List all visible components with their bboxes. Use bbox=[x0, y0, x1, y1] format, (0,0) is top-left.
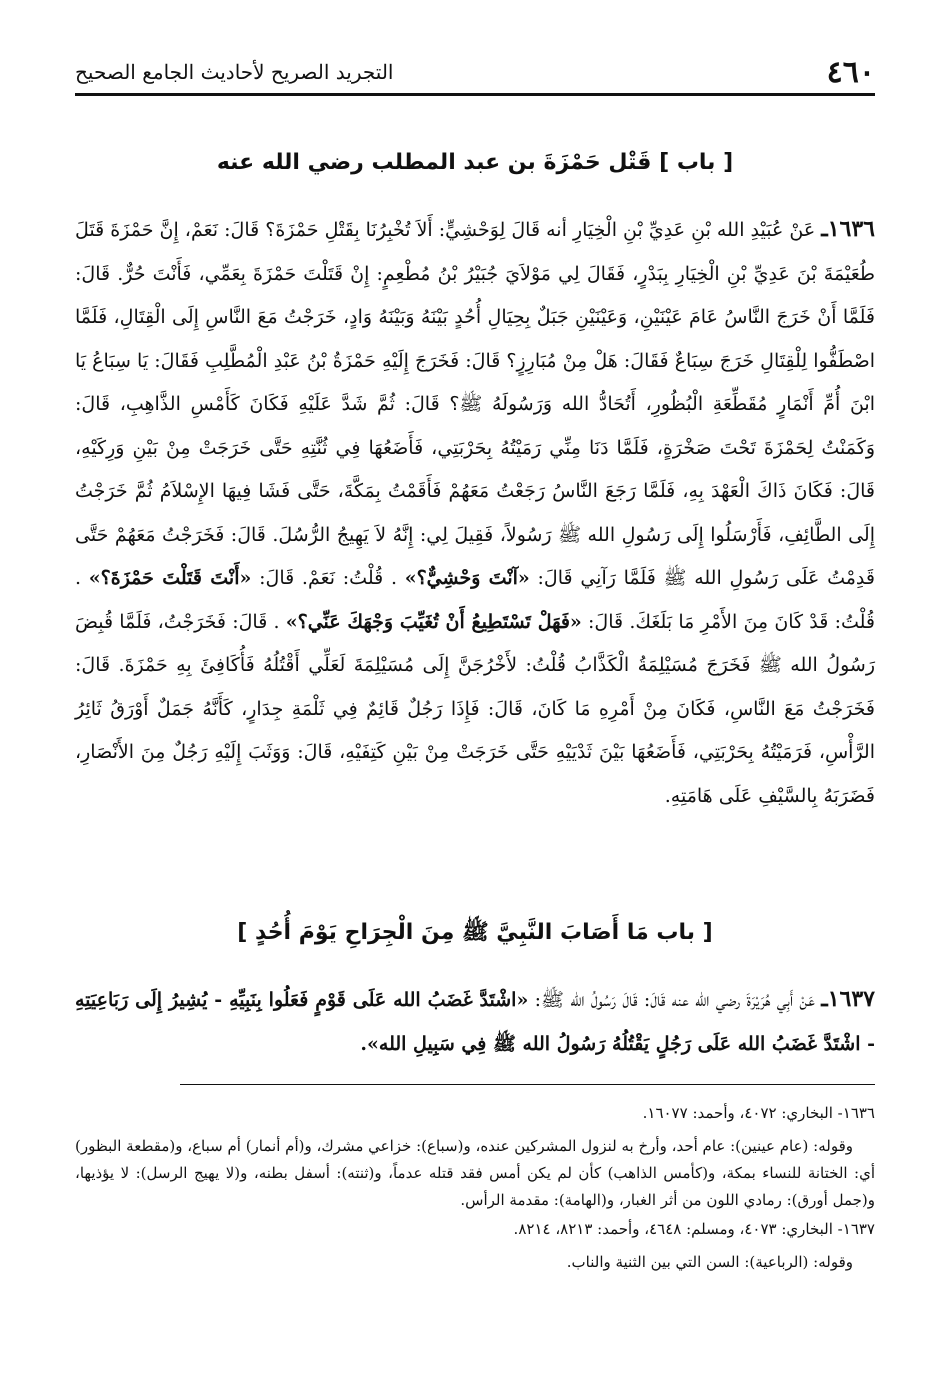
footnote-ref-1637: ١٦٣٧- البخاري: ٤٠٧٣، ومسلم: ٤٦٤٨، وأحمد: ٨٢١٣، ٨٢١٤. bbox=[513, 1220, 875, 1238]
hadith-number: ١٦٣٧ـ bbox=[821, 986, 875, 1012]
chapter-heading-hamza: [ باب ] قَتْل حَمْزَةَ بن عبد المطلب رضي الله عنه bbox=[216, 150, 734, 175]
footnotes-rule bbox=[180, 1084, 875, 1085]
hadith-text: . قُلْتُ: نَعَمْ. قَالَ: bbox=[259, 567, 397, 589]
page-number: ٤٦٠ bbox=[826, 54, 875, 90]
prophet-quote: «آنْتَ وَحْشِيٌّ؟» bbox=[404, 567, 530, 589]
footnote-note-1636: وقوله: (عام عينين): عام أحد، وأرخ به لنزول المشركين عنده، و(سباع): خزاعي مشرك، و(أم أنمار) أم سباع، و(مقطعة البظور) أي: الختانة للنساء بمكة، و(كأمس الذاهب) كأن لم يكن أمس فقد قتله عدماً، و(ثنته): أسفل بطنه، و(لا يهيج الرسل): لا يؤذيها، و(جمل أورق): رمادي اللون من أثر الغبار، و(الهامة): مقدمة الرأس. bbox=[75, 1137, 875, 1209]
chapter-heading-uhud-wounds: [ باب مَا أَصَابَ النَّبِيَّ ﷺ مِنَ الْجِرَاحِ يَوْمَ أُحُدٍ ] bbox=[237, 920, 713, 945]
footnote-note-1637: وقوله: (الرباعية): السن التي بين الثنية والناب. bbox=[566, 1253, 853, 1271]
hadith-text: عَنْ عُبَيْدِ الله بْنِ عَدِيِّ بْنِ الْخِيَارِ أنه قَالَ لِوَحْشِيٍّ: أَلاَ تُخْبِرُنَا بِقَتْلِ حَمْزَةَ؟ قَالَ: نَعَمْ، إِنَّ حَمْزَةَ قَتَلَ طُعَيْمَةَ بْنَ عَدِيِّ بْنِ الْخِيَارِ بِبَدْرٍ، فَقَالَ لِي مَوْلاَيَ جُبَيْرُ بْنُ مُطْعِمٍ: إِنْ قَتَلْتَ حَمْزَةَ بِعَمِّي، فَأَنْتَ حُرٌّ. قَالَ: فَلَمَّا أَنْ خَرَجَ النَّاسُ عَامَ عَيْنَيْنِ، وَعَيْنَيْنِ جَبَلٌ بِحِيَالِ أُحُدٍ بَيْنَهُ وَبَيْنَهُ وَادٍ، خَرَجْتُ مَعَ النَّاسِ إِلَى الْقِتَالِ، فَلَمَّا اصْطَفُّوا لِلْقِتَالِ خَرَجَ سِبَاعٌ فَقَالَ: هَلْ مِنْ مُبَارِزٍ؟ قَالَ: فَخَرَجَ إِلَيْهِ حَمْزَةُ بْنُ عَبْدِ الْمُطَّلِبِ فَقَالَ: يَا سِبَاعُ يَا ابْنَ أُمِّ أَنْمَارٍ مُقَطِّعَةِ الْبُظُورِ، أَتُحَادُّ الله وَرَسُولَهُ ﷺ؟ قَالَ: ثُمَّ شَدَّ عَلَيْهِ فَكَانَ كَأَمْسِ الذَّاهِبِ، قَالَ: وَكَمَنْتُ لِحَمْزَةَ تَحْتَ صَخْرَةٍ، فَلَمَّا دَنَا مِنِّي رَمَيْتُهُ بِحَرْبَتِي، فَأَضَعُهَا فِي ثُنَّتِهِ حَتَّى خَرَجَتْ مِنْ بَيْنِ وَرِكَيْهِ، قَالَ: فَكَانَ ذَاكَ الْعَهْدَ بِهِ، فَلَمَّا رَجَعَ النَّاسُ رَجَعْتُ مَعَهُمْ فَأَقَمْتُ بِمَكَّةَ، حَتَّى فَشَا فِيهَا الإِسْلاَمُ ثُمَّ خَرَجْتُ إِلَى الطَّائِفِ، فَأَرْسَلُوا إِلَى رَسُولِ الله ﷺ رَسُولاً، فَقِيلَ لِي: إِنَّهُ لاَ يَهِيجُ الرُّسُلَ. قَالَ: فَخَرَجْتُ مَعَهُمْ حَتَّى قَدِمْتُ عَلَى رَسُولِ الله ﷺ فَلَمَّا رَآنِي قَالَ: bbox=[75, 219, 875, 589]
hadith-text: عَنْ أَبِي هُرَيْرَةَ رضي الله عنه قَالَ: قَالَ رَسُولُ الله ﷺ: bbox=[534, 989, 815, 1011]
header-rule bbox=[75, 93, 875, 96]
footnote-ref-1636: ١٦٣٦- البخاري: ٤٠٧٢، وأحمد: ١٦٠٧٧. bbox=[642, 1104, 875, 1122]
hadith-text: . قَالَ: فَخَرَجْتُ، فَلَمَّا قُبِضَ رَسُولُ الله ﷺ فَخَرَجَ مُسَيْلِمَةُ الْكَذَّابُ قُلْتُ: لأَخْرُجَنَّ إِلَى مُسَيْلِمَةَ لَعَلِّي أَقْتُلُهُ فَأُكَافِئَ بِهِ حَمْزَةَ. قَالَ: فَخَرَجْتُ مَعَ النَّاسِ، فَكَانَ مِنْ أَمْرِهِ مَا كَانَ، قَالَ: فَإِذَا رَجُلٌ قَائِمٌ فِي ثَلْمَةِ جِدَارٍ، كَأَنَّهُ جَمَلٌ أَوْرَقُ ثَائِرُ الرَّأْسِ، فَرَمَيْتُهُ بِحَرْبَتِي، فَأَضَعُهَا بَيْنَ ثَدْيَيْهِ حَتَّى خَرَجَتْ مِنْ بَيْنِ كَتِفَيْهِ، قَالَ: وَوَثَبَ إِلَيْهِ رَجُلٌ مِنَ الأَنْصَارِ، فَضَرَبَهُ بِالسَّيْفِ عَلَى هَامَتِهِ. bbox=[75, 610, 875, 807]
running-title: التجريد الصريح لأحاديث الجامع الصحيح bbox=[75, 60, 394, 84]
hadith-number: ١٦٣٦ـ bbox=[821, 216, 875, 242]
prophet-quote: «أَنْتَ قَتَلْتَ حَمْزَةَ؟» bbox=[88, 567, 252, 589]
hadith-1636 bbox=[75, 208, 875, 818]
prophet-quote: «اشْتَدَّ غَضَبُ الله عَلَى قَوْمٍ فَعَلُوا بِنَبِيِّهِ - يُشِيرُ إِلَى رَبَاعِيَتِهِ - اشْتَدَّ غَضَبُ الله عَلَى رَجُلٍ يَقْتُلُهُ رَسُولُ الله ﷺ فِي سَبِيلِ الله». bbox=[75, 989, 875, 1055]
footnotes bbox=[75, 1100, 875, 1276]
prophet-quote: «فَهَلْ تَسْتَطِيعُ أَنْ تُغَيِّبَ وَجْهَكَ عَنِّي؟» bbox=[285, 610, 582, 633]
hadith-text: . قُلْتُ: قَدْ كَانَ مِنَ الأَمْرِ مَا بَلَغَكَ. قَالَ: bbox=[75, 567, 875, 633]
hadith-1637 bbox=[75, 978, 875, 1066]
running-header bbox=[75, 52, 875, 92]
